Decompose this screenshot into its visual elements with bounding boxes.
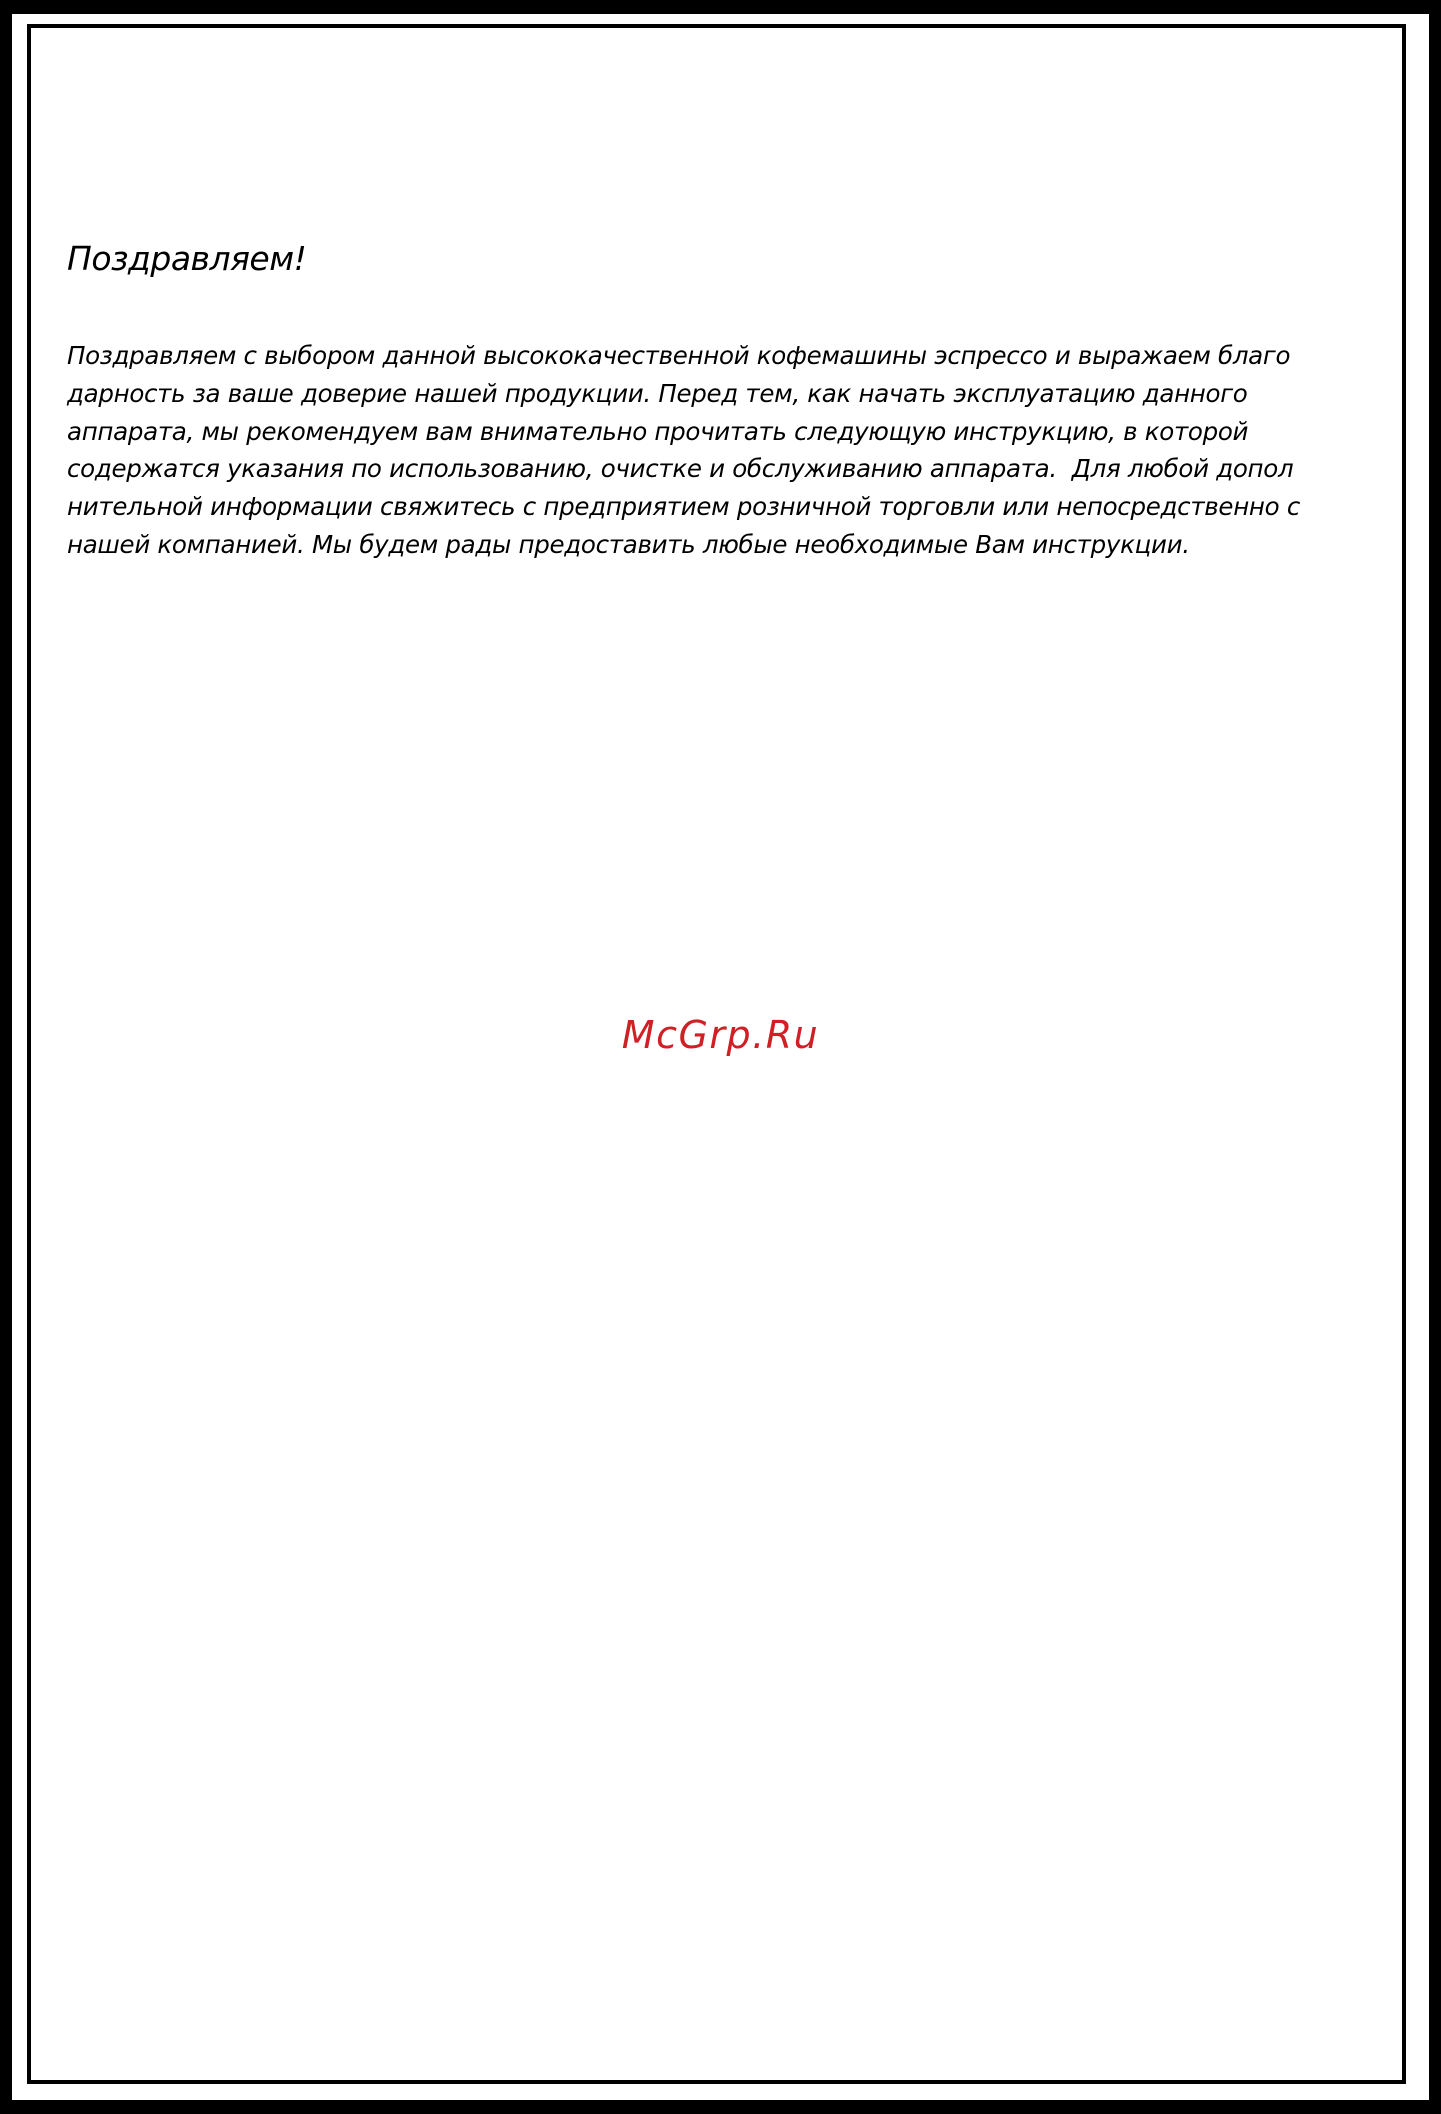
paragraph-line: содержатся указания по использованию, очистке и обслуживанию аппарата. Для любой допол <box>67 454 1294 484</box>
paragraph-line: аппарата, мы рекомендуем вам внимательно прочитать следующую инструкцию, в которой <box>67 416 1249 446</box>
paragraph-line: нительной информации свяжитесь с предприятием розничной торговли или непосредственно с <box>67 492 1300 522</box>
intro-paragraph <box>67 337 1367 564</box>
watermark-text: McGrp.Ru <box>621 1013 820 1057</box>
page-title: Поздравляем! <box>67 239 307 278</box>
paragraph-line: нашей компанией. Мы будем рады предоставить любые необходимые Вам инструкции. <box>67 529 1190 559</box>
paragraph-line: дарность за ваше доверие нашей продукции. Перед тем, как начать эксплуатацию данного <box>67 378 1248 408</box>
paragraph-line: Поздравляем с выбором данной высококачественной кофемашины эспрессо и выражаем благо <box>67 341 1291 370</box>
